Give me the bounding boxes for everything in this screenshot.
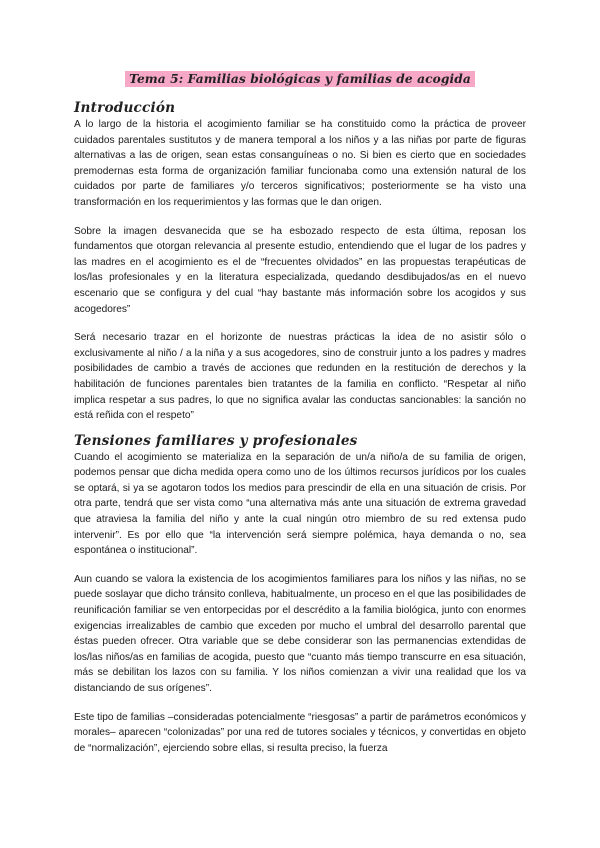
document-title: Tema 5: Familias biológicas y familias de acogida — [125, 71, 475, 87]
paragraph-spacer — [74, 697, 526, 710]
paragraph: Este tipo de familias –consideradas potencialmente “riesgosas” a partir de parámetros económicos y morales– aparecen “colonizadas” por una red de tutores sociales y técnicos, y convertidas en objeto de “normalización”, ejerciendo sobre ellas, si resulta preciso, la fuerza — [74, 711, 526, 754]
document-content — [74, 70, 526, 756]
paragraph-spacer — [74, 559, 526, 572]
section-spacer — [74, 424, 526, 433]
paragraph-spacer — [74, 211, 526, 224]
paragraph: A lo largo de la historia el acogimiento familiar se ha constituido como la práctica de proveer cuidados parentales sustitutos y de manera temporal a los niños y a las niñas por parte de figuras alternativas a las de origen, sean estas consanguíneas o no. Si bien es cierto que en sociedades premodernas esta forma de organización familiar funcionaba como una extensión natural de los cuidados por parte de familiares y/o terceros significativos; posteriormente se ha visto una transformación en los requerimientos y las formas que le dan origen. — [74, 119, 526, 208]
paragraph: Aun cuando se valora la existencia de los acogimientos familiares para los niños y las niñas, no se puede soslayar que dicho tránsito conlleva, habitualmente, un proceso en el que las posibilidades de reunificación familiar se ven entorpecidas por el descrédito a la familia biológica, junto con enormes exigencias irrealizables de cambio que exceden por mucho el umbral del desarrollo parental que éstas pueden ofrecer. Otra variable que se debe considerar son las permanencias extendidas de los/las niños/as en familias de acogida, puesto que “cuanto más tiempo transcurre en esa situación, más se debilitan los lazos con su familia. Y los niños comienzan a vivir una realidad que los va distanciando de sus orígenes”. — [74, 573, 526, 694]
paragraph-spacer — [74, 317, 526, 330]
section-heading-tensiones: Tensiones familiares y profesionales — [74, 432, 358, 449]
section-heading-introduccion: Introducción — [74, 100, 176, 116]
paragraph: Será necesario trazar en el horizonte de nuestras prácticas la idea de no asistir sólo o exclusivamente al niño / a la niña y a sus acogedores, sino de construir junto a los padres y madres posibilidades de cambio a través de acciones que redunden en la restitución de derechos y la habilitación de funciones parentales bien tratantes de la familia en conflicto. “Respetar al niño implica respetar a sus padres, lo que no significa avalar las conductas sancionables: la sanción no está reñida con el respeto” — [74, 332, 526, 422]
paragraph: Sobre la imagen desvanecida que se ha esbozado respecto de esta última, reposan los fundamentos que otorgan relevancia al presente estudio, entendiendo que el lugar de los padres y las madres en el acogimiento es el de “frecuentes olvidados” en las propuestas terapéuticas de los/las profesionales y en la literatura especializada, quedando desdibujados/as en el nuevo escenario que se configura y del cual “hay bastante más información sobre los acogidos y sus acogedores” — [74, 225, 526, 315]
title-wrapper — [74, 70, 526, 88]
paragraph: Cuando el acogimiento se materializa en la separación de un/a niño/a de su familia de origen, podemos pensar que dicha medida opera como uno de los últimos recursos jurídicos por los cuales se optará, si ya se agotaron todos los medios para prescindir de ella en una situación de crisis. Por otra parte, tendrá que ser vista como “una alternativa más ante una situación de extrema gravedad que atraviesa la familia del niño y ante la cual ningún otro miembro de su red extensa pudo intervenir”. Es por ello que “la intervención será siempre polémica, haya demanda o no, sea espontánea o institucional”. — [74, 451, 526, 557]
